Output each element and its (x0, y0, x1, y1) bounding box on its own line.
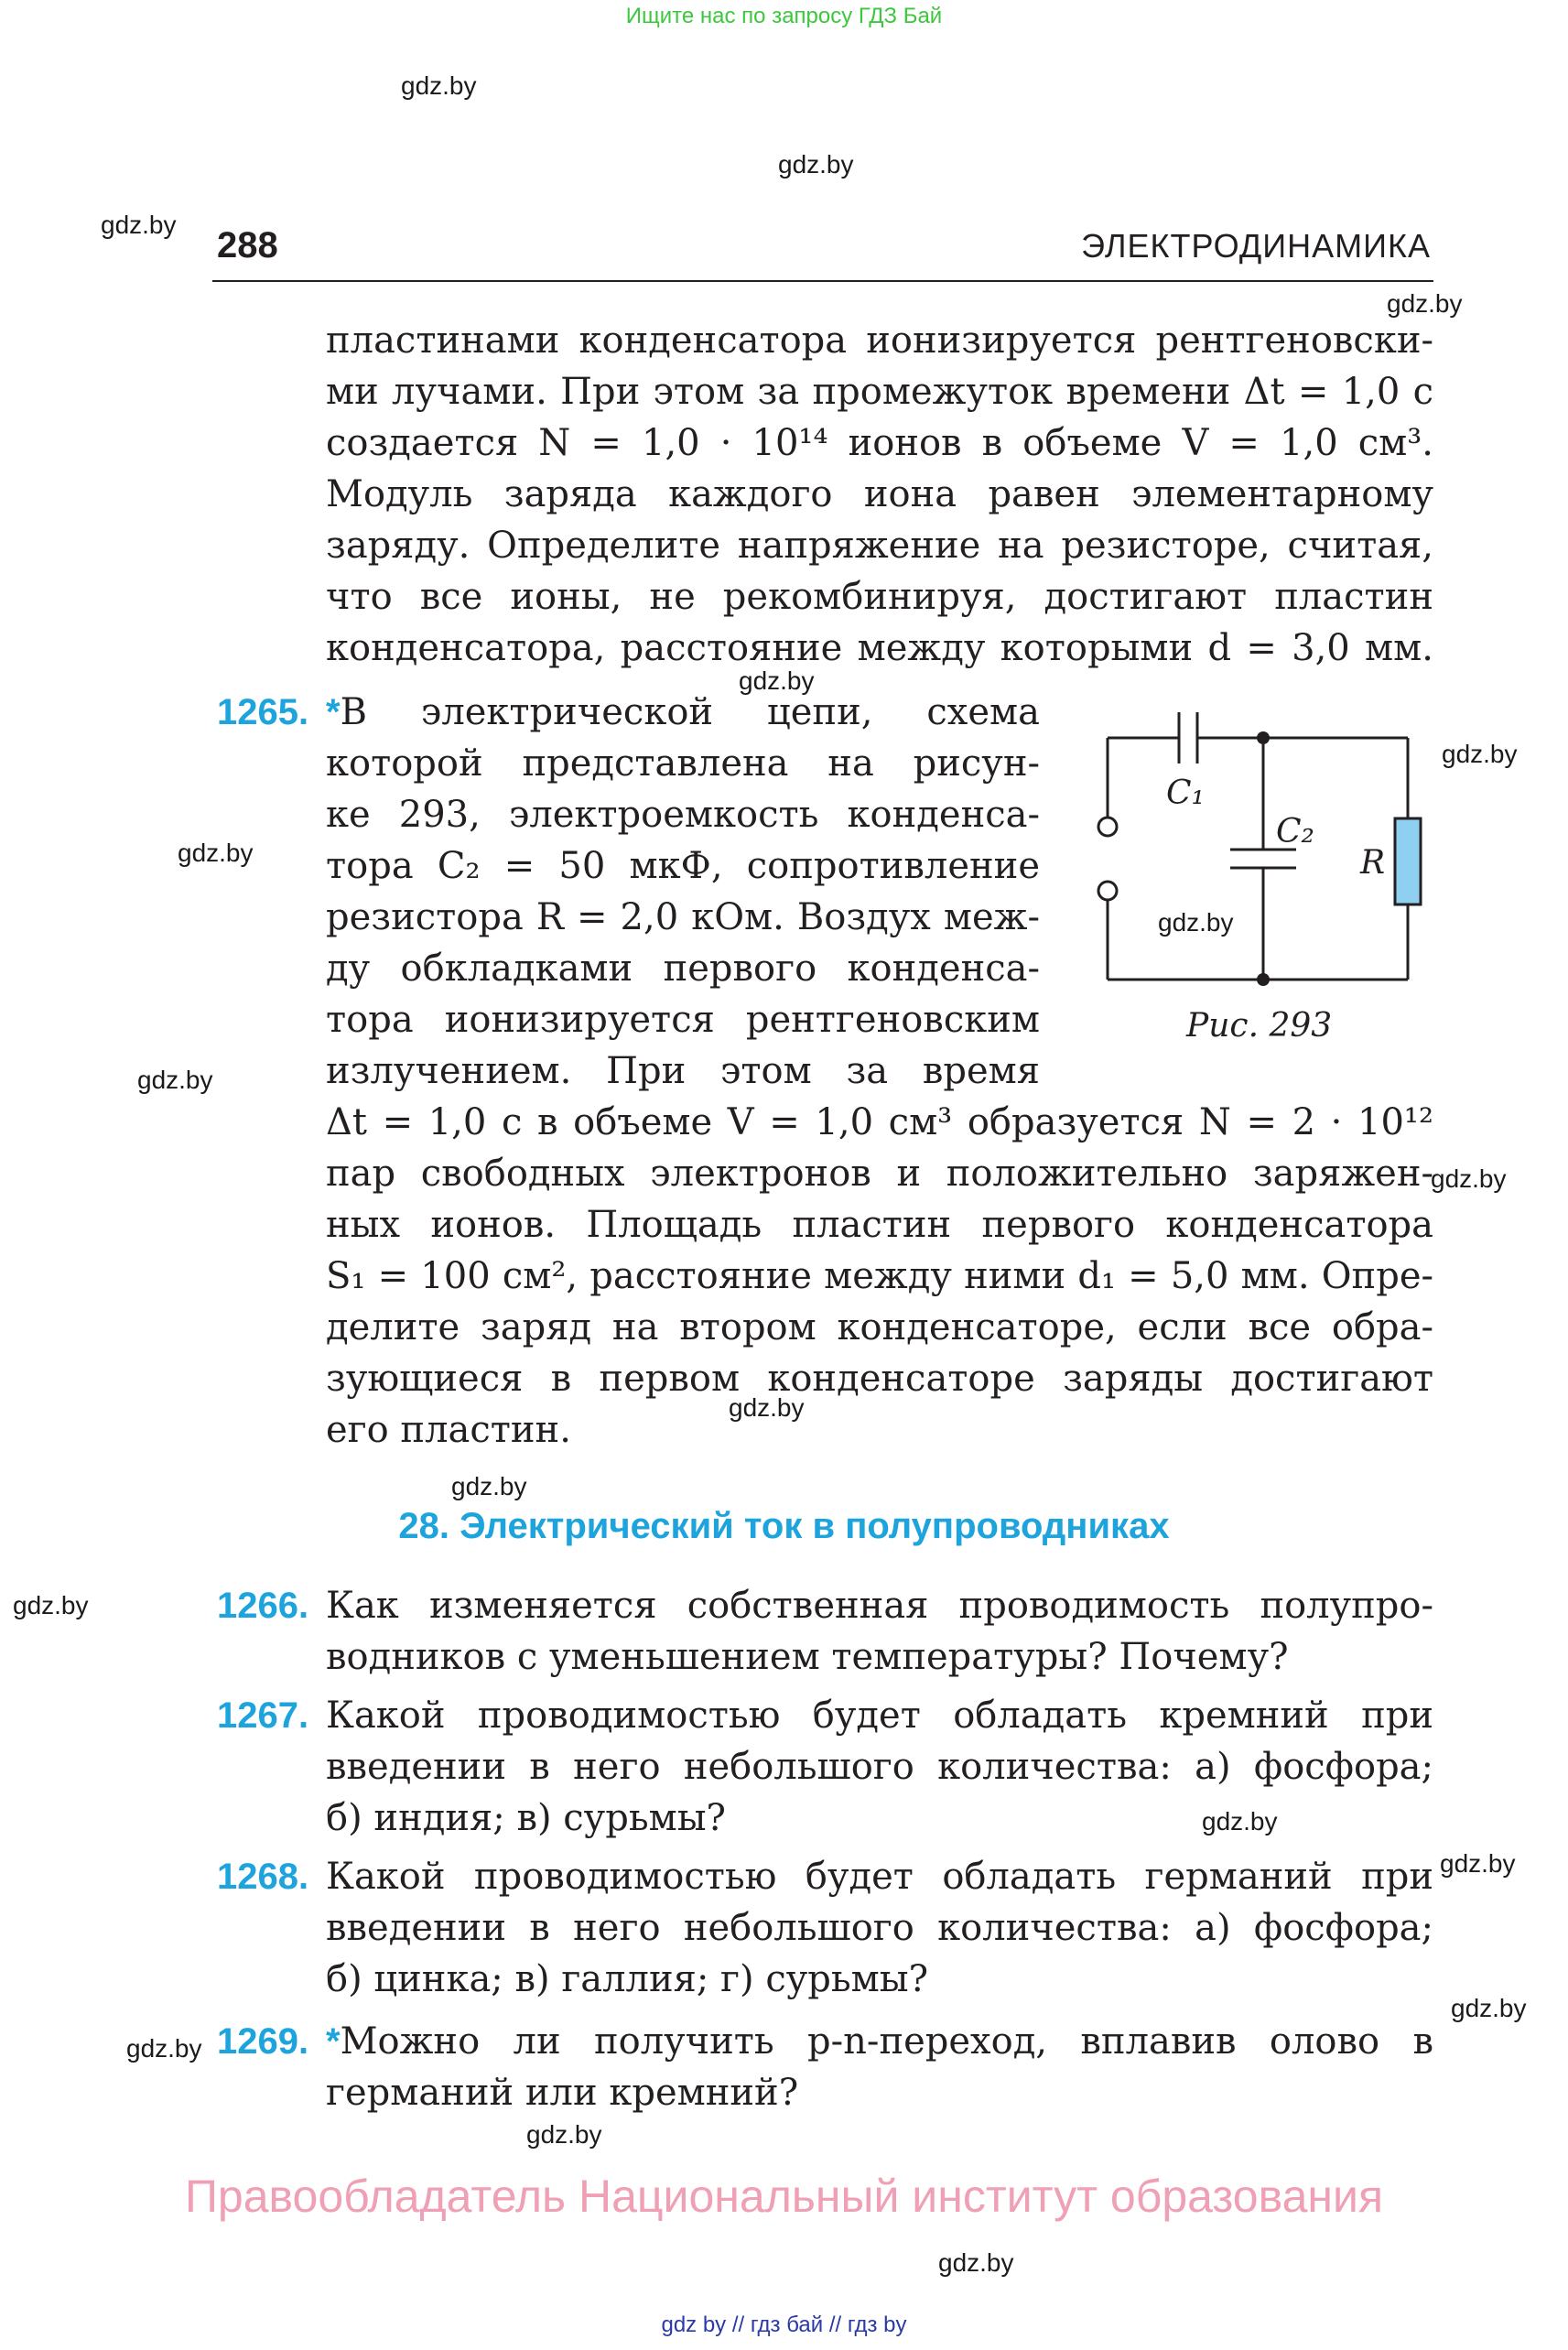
watermark: gdz.by (1431, 1164, 1507, 1193)
watermark: gdz.by (401, 71, 477, 100)
copyright-owner: Правообладатель Национальный институт образования (184, 2171, 1384, 2222)
text-line: Какой проводимостью будет обладать германий при (326, 1856, 1433, 1898)
watermark: gdz.by (739, 666, 815, 695)
watermark: gdz.by (1451, 1994, 1527, 2022)
problem-number: 1269. (217, 2021, 309, 2062)
text-line: б) индия; в) сурьмы? (326, 1797, 726, 1839)
text-line: тора C₂ = 50 мкФ, сопротивление (326, 845, 1040, 887)
text-line: Модуль заряда каждого иона равен элементарному (326, 473, 1433, 515)
text-line: ду обкладками первого конденса- (326, 948, 1040, 990)
resistor-r (1395, 818, 1421, 904)
problem-number: 1266. (217, 1586, 309, 1626)
junction-node (1257, 973, 1270, 986)
problem-number: 1268. (217, 1857, 309, 1897)
label-c2: C₂ (1276, 813, 1314, 850)
terminal (1098, 882, 1117, 900)
label-r: R (1360, 844, 1386, 882)
watermark: gdz.by (729, 1393, 805, 1422)
text-line: пар свободных электронов и положительно заряжен- (326, 1153, 1433, 1195)
figure-caption: Рис. 293 (1186, 1007, 1333, 1045)
text-line: Δt = 1,0 с в объеме V = 1,0 см³ образуется N = 2 · 10¹² (326, 1101, 1433, 1143)
text-line: ке 293, электроемкость конденса- (326, 794, 1040, 836)
problem-number: 1267. (217, 1695, 309, 1736)
watermark: gdz.by (178, 839, 254, 867)
text-line (326, 2016, 1433, 2067)
watermark: gdz.by (526, 2120, 602, 2149)
header-rule (212, 280, 1433, 282)
watermark: gdz.by (938, 2248, 1014, 2277)
text-line: резистора R = 2,0 кОм. Воздух меж- (326, 896, 1040, 938)
star-mark: * (326, 692, 341, 732)
watermark: gdz.by (778, 150, 854, 179)
text-line: тора ионизируется рентгеновским (326, 999, 1040, 1041)
text-line: Какой проводимостью будет обладать кремний при (326, 1695, 1433, 1737)
text-line: введении в него небольшого количества: а) фосфора; (326, 1907, 1433, 1949)
top-banner[interactable]: Ищите нас по запросу ГДЗ Бай (625, 4, 943, 28)
text-line (326, 687, 1040, 738)
text-line: пластинами конденсатора ионизируется рентгеновски- (326, 319, 1433, 362)
text-line: германий или кремний? (326, 2072, 799, 2114)
problem-number: 1265. (217, 692, 309, 732)
watermark: gdz.by (13, 1591, 89, 1619)
page-number: 288 (217, 225, 278, 265)
text-line: ми лучами. При этом за промежуток времени Δt = 1,0 с (326, 371, 1433, 413)
watermark: gdz.by (1442, 740, 1518, 768)
terminal (1098, 818, 1117, 836)
section-title: 28. Электрический ток в полупроводниках (398, 1506, 1170, 1546)
text-line: создается N = 1,0 · 10¹⁴ ионов в объеме V = 1,0 см³. (326, 422, 1433, 464)
watermark: gdz.by (451, 1472, 527, 1500)
watermark: gdz.by (137, 1066, 213, 1094)
text-line: делите заряд на втором конденсаторе, если все обра- (326, 1306, 1433, 1348)
text-line: водников с уменьшением температуры? Почему? (326, 1636, 1289, 1678)
text-line: которой представлена на рисун- (326, 742, 1040, 785)
watermark: gdz.by (1202, 1807, 1278, 1836)
watermark: gdz.by (1440, 1849, 1516, 1878)
text-line: б) цинка; в) галлия; г) сурьмы? (326, 1958, 929, 2000)
star-mark: * (326, 2021, 341, 2062)
text-line: что все ионы, не рекомбинируя, достигают пластин (326, 576, 1433, 618)
text-line: ных ионов. Площадь пластин первого конденсатора (326, 1204, 1433, 1246)
watermark: gdz.by (101, 211, 177, 239)
text-line: зующиеся в первом конденсаторе заряды достигают (326, 1358, 1433, 1400)
footer-links[interactable]: gdz by // гдз бай // гдз by (661, 2312, 907, 2337)
text-line: излучением. При этом за время (326, 1050, 1040, 1092)
text-line: Как изменяется собственная проводимость полупро- (326, 1585, 1433, 1627)
running-head: ЭЛЕКТРОДИНАМИКА (1081, 227, 1431, 265)
text-line: Можно ли получить p-n-переход, вплавив олово в (340, 2020, 1433, 2063)
circuit-diagram (1080, 705, 1446, 1007)
watermark: gdz.by (1158, 908, 1234, 937)
text-line: S₁ = 100 см², расстояние между ними d₁ = 5,0 мм. Опре- (326, 1255, 1433, 1297)
watermark: gdz.by (1387, 289, 1463, 318)
text-line: заряду. Определите напряжение на резисторе, считая, (326, 525, 1433, 567)
label-c1: C₁ (1166, 774, 1205, 812)
text-line: конденсатора, расстояние между которыми d = 3,0 мм. (326, 627, 1433, 669)
text-line: В электрической цепи, схема (340, 691, 1040, 733)
text-line: его пластин. (326, 1409, 571, 1451)
watermark: gdz.by (126, 2034, 202, 2063)
text-line: введении в него небольшого количества: а) фосфора; (326, 1746, 1433, 1788)
junction-node (1257, 731, 1270, 744)
